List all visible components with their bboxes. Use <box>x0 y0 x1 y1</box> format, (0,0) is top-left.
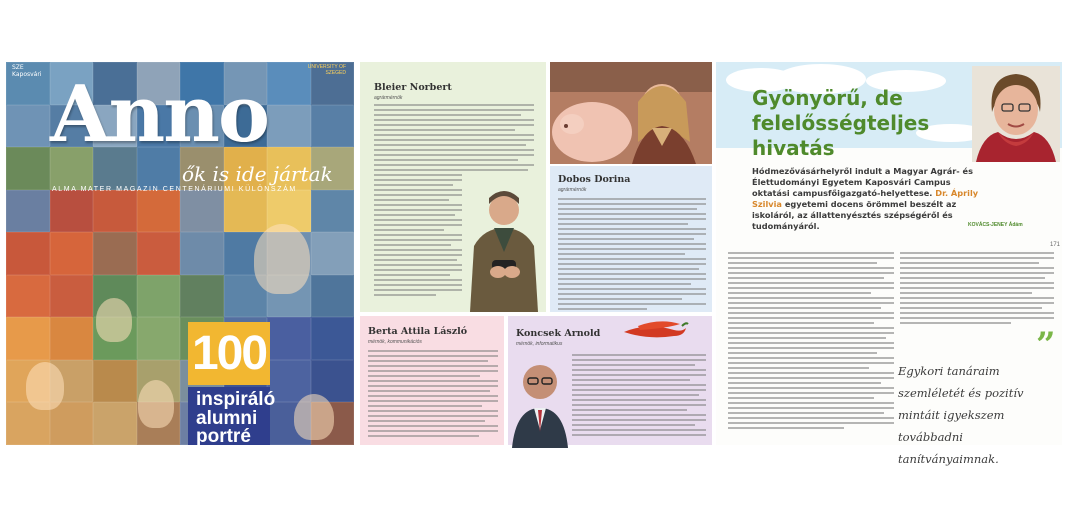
cover-portrait <box>294 394 334 440</box>
article-body-text <box>728 252 894 429</box>
profile-photo <box>512 352 568 448</box>
publisher-logo: SZE Kaposvári <box>12 64 42 78</box>
quote-mark-icon: ” <box>1036 325 1056 365</box>
profile-photo <box>464 176 544 312</box>
cover-title: Anno <box>50 69 268 160</box>
profile-name: Dobos Dorina <box>558 174 631 185</box>
pig-farm-photo <box>550 62 712 164</box>
cover-number: 100 <box>191 327 267 380</box>
profile-role: agrármérnök <box>558 187 587 193</box>
article-headline: Gyönyörű, de felelősségteljes hivatás <box>752 86 930 160</box>
profile-role: mérnök, informatikus <box>516 341 563 347</box>
profile-role: agrármérnök <box>374 95 403 101</box>
profile-name: Koncsek Arnold <box>516 328 601 339</box>
cover-headline-line-3: portré <box>196 426 251 447</box>
interview-article-page <box>716 62 1062 466</box>
author-byline: KOVÁCS-JENEY Ádám <box>968 222 1023 228</box>
magazine-cover <box>6 62 354 445</box>
cover-headline-line-2: alumni <box>196 408 258 429</box>
profile-body-text <box>374 174 462 299</box>
profile-dobos <box>550 166 712 312</box>
pull-quote: Egykori tanáraim szemléletét és pozitív mintáit igyekszem továbbadni tanítványaimnak. <box>898 364 1024 466</box>
portrait-illustration <box>972 66 1060 162</box>
profile-body-text <box>374 104 534 174</box>
cover-headline-line-1: inspiráló <box>196 389 276 410</box>
profile-body-text <box>572 354 706 439</box>
page-number: 171 <box>1049 242 1060 248</box>
profile-name: Bleier Norbert <box>374 82 452 93</box>
article-column-right <box>900 252 1054 327</box>
cover-subtitle: ők is ide jártak <box>182 162 333 186</box>
cover-portrait <box>96 298 132 342</box>
profile-name: Berta Attila László <box>368 326 468 337</box>
profile-berta <box>360 316 504 445</box>
alumni-profiles-spread <box>360 62 712 445</box>
lead-text: egyetemi docens örömmel beszélt az iskoláról, az állattenyésztés szépségéről és tudományáról. <box>752 199 957 231</box>
chili-pepper-icon <box>620 318 690 342</box>
lead-text: Hódmezővásárhelyről indult a Magyar Agrár- és Élettudományi Egyetem Kaposvári Campus oktatási campusfőigazgató-helyettese. <box>752 166 973 198</box>
profile-dobos-photo <box>550 62 712 164</box>
lead-highlight-name: Dr. Áprily Szilvia <box>752 188 979 209</box>
cover-portrait <box>26 362 64 410</box>
cover-tagline: ALMA MATER MAGAZIN CENTENÁRIUMI KÜLÖNSZÁM <box>52 186 297 193</box>
university-logo: UNIVERSITY OF SZEGED <box>307 64 346 76</box>
cover-portrait <box>254 224 310 294</box>
interviewee-photo <box>972 66 1060 162</box>
profile-koncsek <box>508 316 712 445</box>
article-lead <box>752 166 984 232</box>
profile-role: mérnök, kommunikációs <box>368 339 422 345</box>
article-body-text <box>900 252 1054 324</box>
cover-number-box <box>188 322 270 385</box>
article-column-left <box>728 252 894 432</box>
profile-body-text <box>558 198 706 313</box>
profile-bleier <box>360 62 546 312</box>
profile-body-text <box>368 350 498 440</box>
cover-portrait <box>138 380 174 428</box>
